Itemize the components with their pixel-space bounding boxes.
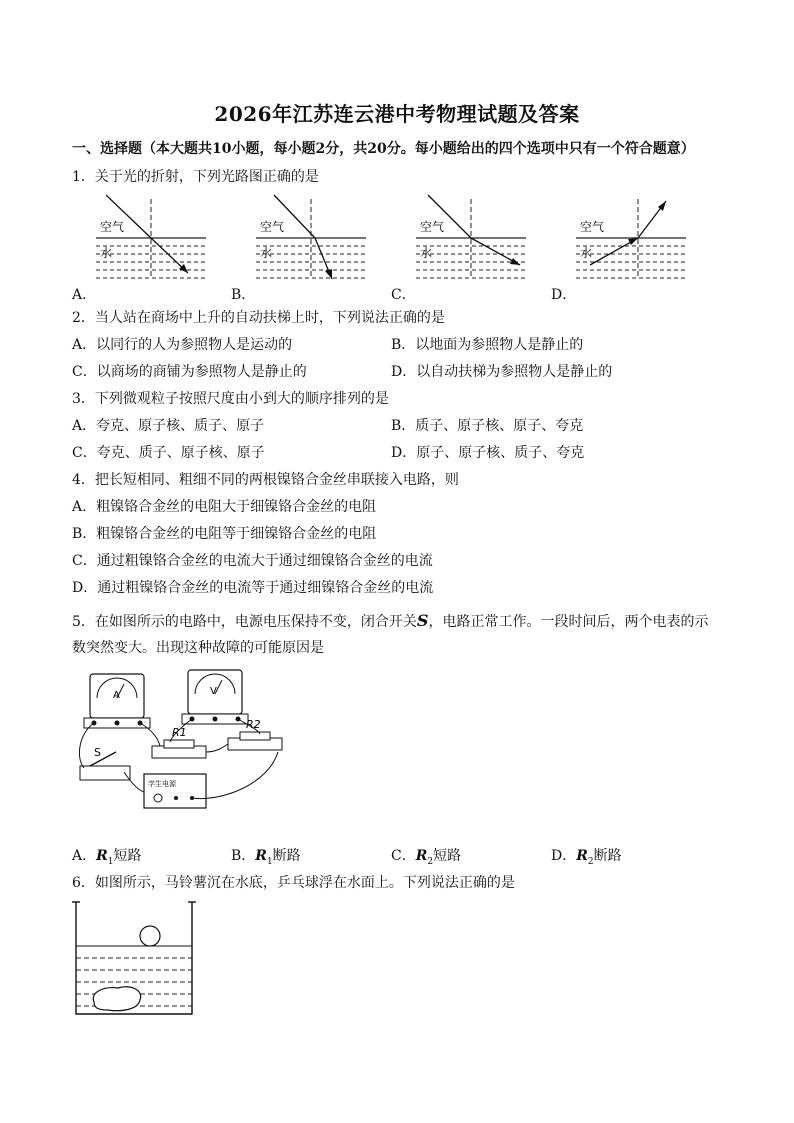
q4-option-c: C．通过粗镍铬合金丝的电流大于通过细镍铬合金丝的电流 <box>72 553 433 569</box>
air-label: 空气 <box>260 220 285 234</box>
q5-option-c: C．$R_2$短路 <box>391 848 462 867</box>
q1-diagram-d <box>576 193 688 287</box>
question-1-stem: 1．关于光的折射，下列光路图正确的是 <box>72 169 319 185</box>
q5-stem-part-a: 5．在如图所示的电路中，电源电压保持不变，闭合开关 <box>72 614 417 630</box>
q1-option-b-label: B． <box>231 287 256 303</box>
q2-option-c: C．以商场的商铺为参照物人是静止的 <box>72 364 307 380</box>
q1-diagram-a <box>96 193 208 287</box>
q2-option-a: A．以同行的人为参照物人是运动的 <box>72 337 293 353</box>
question-6-stem: 6．如图所示，马铃薯沉在水底，乒乓球浮在水面上。下列说法正确的是 <box>72 875 515 891</box>
page-title: 2026年江苏连云港中考物理试题及答案 <box>214 102 580 126</box>
section-heading: 一、选择题（本大题共10小题，每小题2分，共20分。每小题给出的四个选项中只有一个符合题意） <box>72 141 695 157</box>
power-supply-label: 学生电源 <box>148 780 176 788</box>
q4-option-b: B．粗镍铬合金丝的电阻等于细镍铬合金丝的电阻 <box>72 526 377 542</box>
question-3-stem: 3．下列微观粒子按照尺度由小到大的顺序排列的是 <box>72 391 389 407</box>
voltmeter-label: V <box>210 686 217 697</box>
water-label: 水 <box>420 246 433 260</box>
q4-option-d: D．通过粗镍铬合金丝的电流等于通过细镍铬合金丝的电流 <box>72 580 434 596</box>
water-label: 水 <box>580 246 593 260</box>
q2-option-b: B．以地面为参照物人是静止的 <box>391 337 584 353</box>
q5-circuit-figure <box>72 664 292 814</box>
potato <box>93 987 140 1011</box>
ping-pong-ball <box>140 926 160 946</box>
q5-option-b: B．$R_1$断路 <box>231 848 301 867</box>
question-2-stem: 2．当人站在商场中上升的自动扶梯上时，下列说法正确的是 <box>72 310 445 326</box>
q1-option-c-label: C． <box>391 287 416 303</box>
q1-option-d-label: D． <box>551 287 577 303</box>
q3-option-c: C．夸克、质子、原子核、原子 <box>72 445 265 461</box>
ammeter-label: A <box>113 690 120 701</box>
q1-option-a-label: A． <box>72 287 97 303</box>
air-label: 空气 <box>100 220 125 234</box>
q2-option-d: D．以自动扶梯为参照物人是静止的 <box>391 364 613 380</box>
q5-switch-symbol: S <box>416 611 429 630</box>
q3-option-b: B．质子、原子核、原子、夸克 <box>391 418 584 434</box>
r2-label: R2 <box>246 718 261 731</box>
q1-diagram-b <box>256 193 368 287</box>
q3-option-d: D．原子、原子核、质子、夸克 <box>391 445 585 461</box>
q4-option-a: A．粗镍铬合金丝的电阻大于细镍铬合金丝的电阻 <box>72 499 377 515</box>
q5-option-d: D．$R_2$断路 <box>551 848 622 867</box>
q3-option-a: A．夸克、原子核、质子、原子 <box>72 418 265 434</box>
q5-option-a: A．$R_1$短路 <box>72 848 142 867</box>
q1-diagram-c <box>416 193 528 287</box>
air-label: 空气 <box>580 220 605 234</box>
r1-label: R1 <box>172 726 187 739</box>
question-5-stem-cont: 数突然变大。出现这种故障的可能原因是 <box>72 640 324 656</box>
q6-beaker-figure <box>72 898 196 1018</box>
question-4-stem: 4．把长短相同、粗细不同的两根镍铬合金丝串联接入电路，则 <box>72 472 459 488</box>
question-5-stem <box>72 611 708 631</box>
switch-label: S <box>94 746 101 759</box>
air-label: 空气 <box>420 220 445 234</box>
water-label: 水 <box>100 246 113 260</box>
q5-stem-part-b: ，电路正常工作。一段时间后，两个电表的示 <box>428 614 709 630</box>
water-label: 水 <box>260 246 273 260</box>
